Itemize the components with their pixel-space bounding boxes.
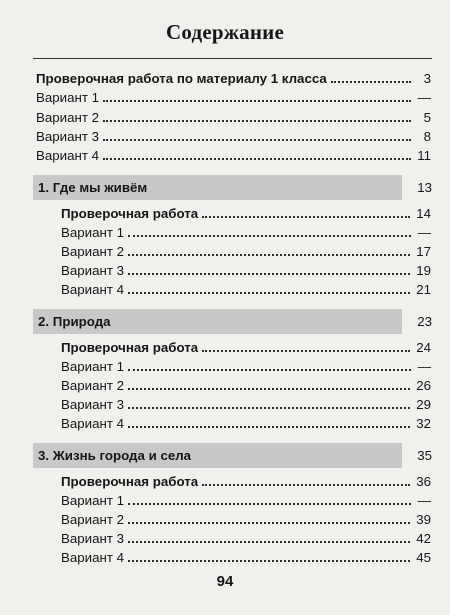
entry-label: Вариант 4 — [61, 416, 125, 431]
entry-label: Вариант 2 — [61, 244, 125, 259]
entry-page: 32 — [416, 416, 431, 431]
toc-entry-s2-variant-4 — [61, 412, 431, 431]
dot-leader — [128, 258, 410, 275]
dot-leader — [128, 277, 410, 294]
entry-label: Вариант 4 — [61, 550, 125, 565]
entry-label: Вариант 1 — [36, 90, 100, 105]
toc-entry-s2-variant-3 — [61, 393, 431, 412]
entry-page: 19 — [416, 263, 431, 278]
dot-leader — [202, 335, 410, 352]
dot-leader — [331, 66, 411, 83]
entry-label: Проверочная работа — [61, 206, 199, 221]
toc-entry-intro-variant-2 — [36, 106, 431, 125]
entry-label: Вариант 2 — [61, 378, 125, 393]
page-number: 94 — [216, 573, 234, 590]
dot-leader — [103, 105, 411, 122]
entry-page: 26 — [416, 378, 431, 393]
toc-entry-s1-variant-1 — [61, 221, 431, 240]
entry-page: 3 — [423, 71, 431, 86]
entry-label: Вариант 2 — [36, 110, 100, 125]
entry-page: 36 — [416, 474, 431, 489]
entry-label: Вариант 4 — [61, 282, 125, 297]
entry-page: 17 — [416, 244, 431, 259]
entry-label: Вариант 2 — [61, 512, 125, 527]
toc-entry-s1-variant-3 — [61, 259, 431, 278]
entry-label: Вариант 1 — [61, 493, 125, 508]
dot-leader — [128, 354, 411, 371]
dot-leader — [103, 85, 411, 102]
dot-leader — [103, 143, 411, 160]
dot-leader — [128, 411, 410, 428]
toc-entry-s3-test — [61, 470, 431, 489]
entry-page: 8 — [423, 129, 431, 144]
dot-leader — [128, 392, 410, 409]
dot-leader — [128, 373, 410, 390]
entry-label: Вариант 3 — [36, 129, 100, 144]
entry-label: Вариант 1 — [61, 359, 125, 374]
entry-page: 24 — [416, 340, 431, 355]
title-divider — [33, 58, 432, 59]
section-page-1: 13 — [417, 180, 432, 195]
section-title-3: 3. Жизнь города и села — [38, 448, 192, 463]
toc-entry-s1-variant-2 — [61, 240, 431, 259]
page-title: Содержание — [166, 20, 284, 44]
dot-leader — [128, 526, 410, 543]
entry-page: 45 — [416, 550, 431, 565]
toc-entry-intro-test — [36, 67, 431, 86]
toc-entry-s2-test — [61, 336, 431, 355]
toc-entry-intro-variant-4 — [36, 144, 431, 163]
entry-page: 39 — [416, 512, 431, 527]
dot-leader — [128, 507, 410, 524]
toc-entry-s1-variant-4 — [61, 278, 431, 297]
entry-label: Проверочная работа — [61, 340, 199, 355]
entry-label: Вариант 3 — [61, 531, 125, 546]
entry-page: 11 — [417, 148, 431, 163]
dot-leader — [103, 124, 411, 141]
entry-label: Вариант 4 — [36, 148, 100, 163]
toc-entry-s3-variant-1 — [61, 489, 431, 508]
entry-page: — — [417, 90, 431, 105]
toc-entry-s1-test — [61, 202, 431, 221]
toc-entry-s3-variant-2 — [61, 508, 431, 527]
toc-entry-intro-variant-1 — [36, 86, 431, 105]
entry-page: 5 — [423, 110, 431, 125]
dot-leader — [202, 201, 410, 218]
entry-page: 14 — [416, 206, 431, 221]
toc-entry-s3-variant-3 — [61, 527, 431, 546]
dot-leader — [128, 239, 410, 256]
entry-page: — — [417, 359, 431, 374]
entry-label: Проверочная работа — [61, 474, 199, 489]
toc-entry-s2-variant-1 — [61, 355, 431, 374]
section-page-2: 23 — [417, 314, 432, 329]
section-title-2: 2. Природа — [38, 314, 111, 329]
entry-label: Вариант 3 — [61, 397, 125, 412]
entry-label: Вариант 1 — [61, 225, 125, 240]
dot-leader — [202, 469, 410, 486]
section-page-3: 35 — [417, 448, 432, 463]
section-title-1: 1. Где мы живём — [38, 180, 148, 195]
entry-page: — — [417, 493, 431, 508]
dot-leader — [128, 220, 411, 237]
toc-entry-s3-variant-4 — [61, 546, 431, 565]
toc-entry-s2-variant-2 — [61, 374, 431, 393]
entry-page: 42 — [416, 531, 431, 546]
dot-leader — [128, 545, 410, 562]
dot-leader — [128, 488, 411, 505]
entry-page: — — [417, 225, 431, 240]
entry-page: 29 — [416, 397, 431, 412]
entry-label: Проверочная работа по материалу 1 класса — [36, 71, 327, 86]
entry-label: Вариант 3 — [61, 263, 125, 278]
entry-page: 21 — [416, 282, 431, 297]
toc-entry-intro-variant-3 — [36, 125, 431, 144]
